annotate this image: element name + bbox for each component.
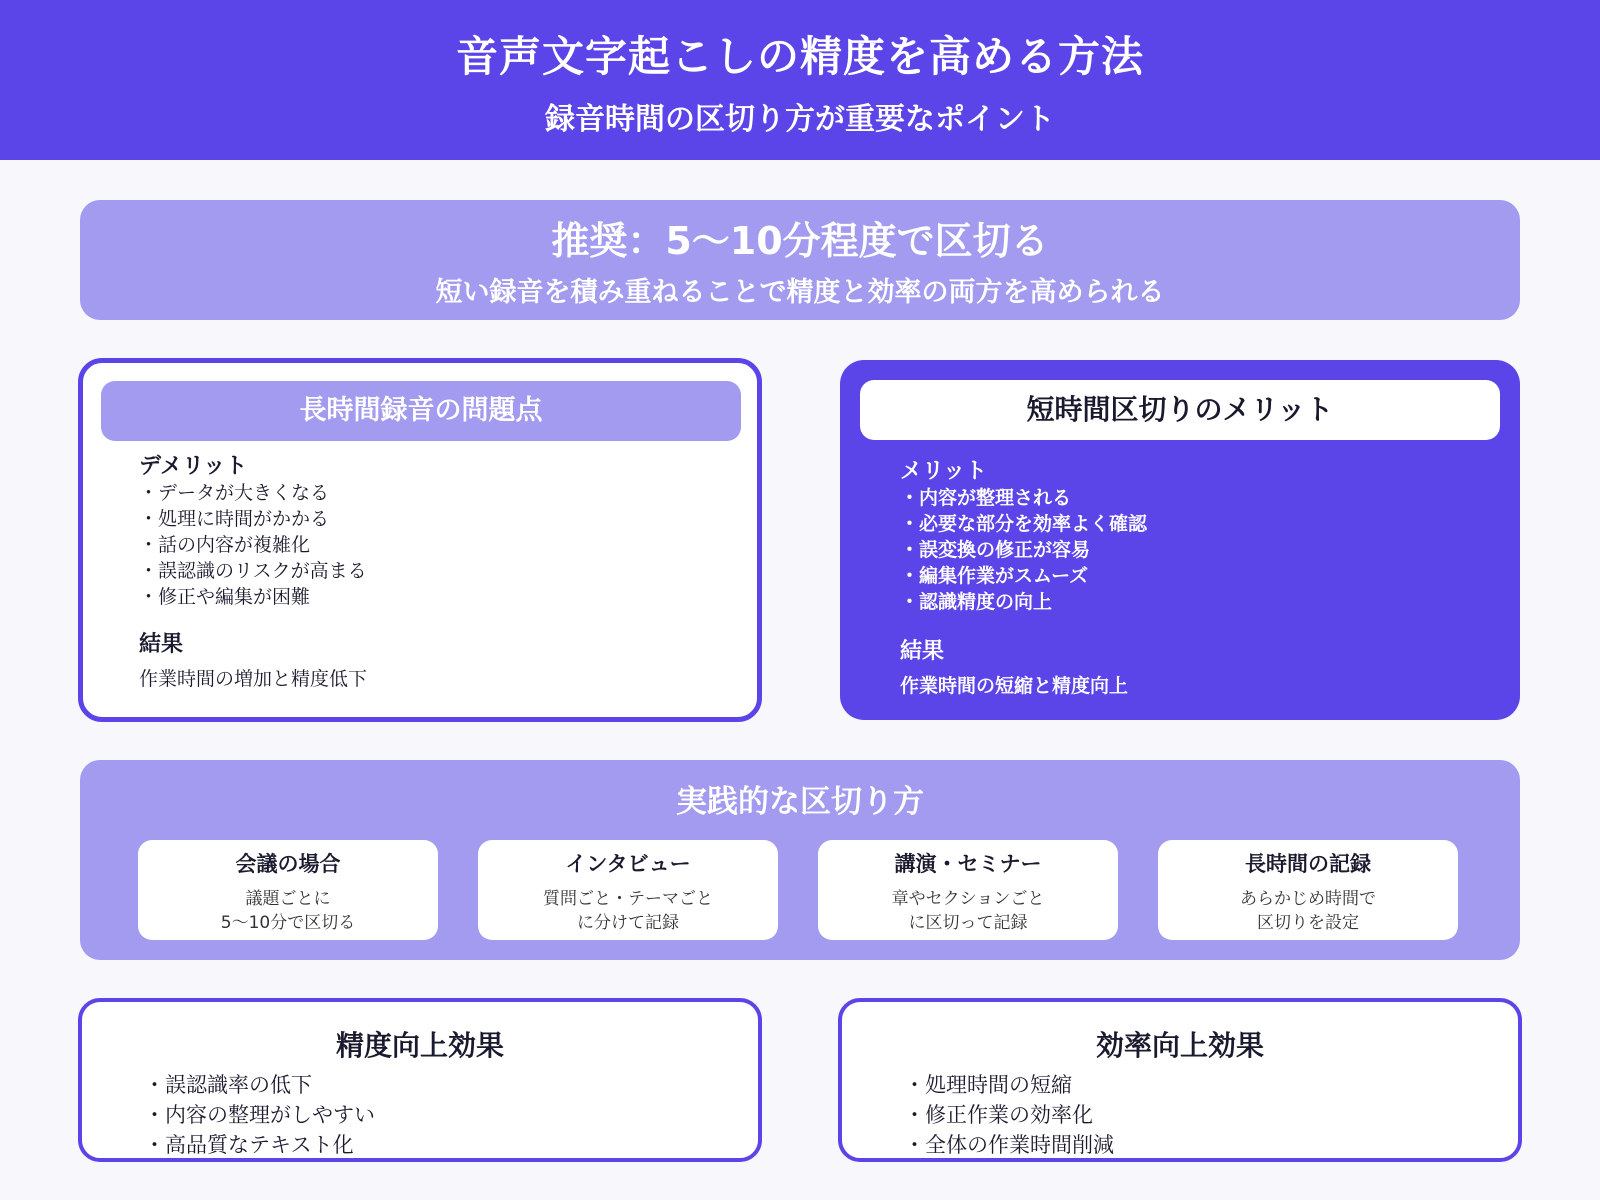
card-text: に分けて記録 xyxy=(577,913,679,933)
merit-item: ・ 認識精度の向上 xyxy=(900,589,1147,615)
card-lecture xyxy=(818,840,1118,940)
long-result-text: 作業時間の増加と精度低下 xyxy=(139,668,368,690)
accuracy-effect-item: ・ 内容の整理がしやすい xyxy=(144,1100,375,1130)
card-title: 長時間の記録 xyxy=(1245,852,1371,876)
efficiency-effect-item: ・ 処理時間の短縮 xyxy=(904,1070,1114,1100)
demerit-label: デメリット xyxy=(139,454,248,479)
demerit-block xyxy=(139,449,367,610)
efficiency-effect-list xyxy=(904,1070,1114,1160)
efficiency-effect-title: 効率向上効果 xyxy=(1095,1029,1264,1062)
merit-item: ・ 編集作業がスムーズ xyxy=(900,563,1147,589)
long-result-label: 結果 xyxy=(139,632,184,657)
card-text: 質問ごと・テーマごと xyxy=(543,889,713,909)
card-text: 章やセクションごと xyxy=(891,889,1045,909)
header-banner xyxy=(0,0,1600,160)
card-text: に区切って記録 xyxy=(908,913,1028,933)
short-segments-panel xyxy=(840,360,1520,720)
demerit-item: ・ 誤認識のリスクが高まる xyxy=(139,558,367,584)
accuracy-effect-title: 精度向上効果 xyxy=(335,1029,504,1062)
merit-block xyxy=(900,454,1147,615)
demerit-list xyxy=(139,480,367,610)
short-result-block xyxy=(900,634,1128,698)
accuracy-effect-item: ・ 誤認識率の低下 xyxy=(144,1070,375,1100)
merit-item: ・ 内容が整理される xyxy=(900,485,1147,511)
card-long-record xyxy=(1158,840,1458,940)
accuracy-effect-list xyxy=(144,1070,375,1160)
demerit-item: ・ 処理に時間がかかる xyxy=(139,506,367,532)
demerit-item: ・ 話の内容が複雑化 xyxy=(139,532,367,558)
merit-item: ・ 必要な部分を効率よく確認 xyxy=(900,511,1147,537)
card-text: 区切りを設定 xyxy=(1257,913,1359,933)
card-title: インタビュー xyxy=(565,852,691,876)
efficiency-effect-panel xyxy=(838,998,1522,1162)
page-title: 音声文字起こしの精度を高める方法 xyxy=(455,32,1144,81)
practical-section xyxy=(80,760,1520,960)
merit-label: メリット xyxy=(900,459,988,484)
short-result-text: 作業時間の短縮と精度向上 xyxy=(900,675,1129,697)
card-title: 会議の場合 xyxy=(235,852,341,876)
card-meeting xyxy=(138,840,438,940)
recommendation-title: 推奨：5〜10分程度で区切る xyxy=(551,219,1049,263)
card-text: あらかじめ時間で xyxy=(1240,889,1376,909)
card-title: 講演・セミナー xyxy=(894,852,1042,876)
short-segments-title: 短時間区切りのメリット xyxy=(860,380,1500,440)
recommendation-box xyxy=(80,200,1520,320)
card-interview xyxy=(478,840,778,940)
efficiency-effect-item: ・ 修正作業の効率化 xyxy=(904,1100,1114,1130)
long-recording-title: 長時間録音の問題点 xyxy=(101,381,741,441)
card-text: 5〜10分で区切る xyxy=(220,913,356,933)
page-subtitle: 録音時間の区切り方が重要なポイント xyxy=(545,102,1055,137)
long-result-block xyxy=(139,627,367,691)
accuracy-effect-item: ・ 高品質なテキスト化 xyxy=(144,1130,375,1160)
short-result-label: 結果 xyxy=(900,639,945,664)
long-recording-panel xyxy=(78,358,762,722)
recommendation-subtitle: 短い録音を積み重ねることで精度と効率の両方を高められる xyxy=(435,277,1165,308)
demerit-item: ・ 修正や編集が困難 xyxy=(139,584,367,610)
card-text: 議題ごとに xyxy=(245,889,331,909)
merit-item: ・ 誤変換の修正が容易 xyxy=(900,537,1147,563)
merit-list xyxy=(900,485,1147,615)
efficiency-effect-item: ・ 全体の作業時間削減 xyxy=(904,1130,1114,1160)
accuracy-effect-panel xyxy=(78,998,762,1162)
demerit-item: ・ データが大きくなる xyxy=(139,480,367,506)
practical-title: 実践的な区切り方 xyxy=(676,784,924,820)
